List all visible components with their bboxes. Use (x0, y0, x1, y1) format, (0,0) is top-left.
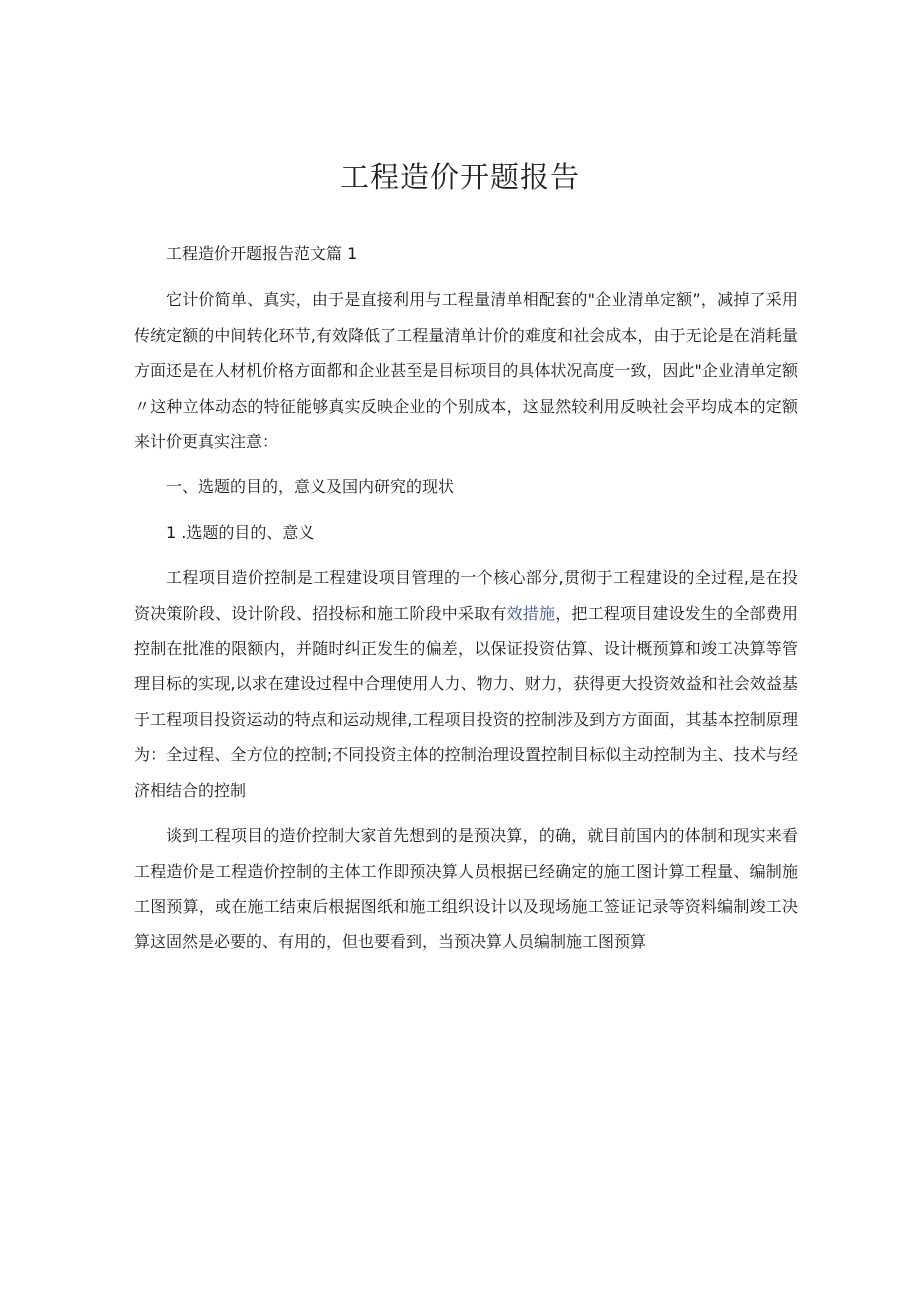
body-paragraph-1 (134, 560, 798, 808)
body-paragraph-1-text-b: ，把工程项目建设发生的全部费用控制在批准的限额内，并随时纠正发生的偏差，以保证投资估算、设计概预算和竣工决算等管理目标的实现,以求在建设过程中合理使用人力、物力、财力，获得更大投资效益和社会效益基于工程项目投资运动的特点和运动规律,工程项目投资的控制涉及到方方面面，其基本控制原理为：全过程、全方位的控制;不同投资主体的控制治理设置控制目标似主动控制为主、技术与经济相结合的控制 (134, 603, 798, 800)
section-heading-1: 一、选题的目的，意义及国内研究的现状 (166, 477, 455, 497)
document-subtitle: 工程造价开题报告范文篇 1 (166, 244, 358, 263)
body-paragraph-2: 谈到工程项目的造价控制大家首先想到的是预决算，的确，就目前国内的体制和现实来看工程造价是工程造价控制的主体工作即预决算人员根据已经确定的施工图计算工程量、编制施工图预算，或在施工结束后根据图纸和施工组织设计以及现场施工签证记录等资料编制竣工决算这固然是必要的、有用的，但也要看到，当预决算人员编制施工图预算 (134, 826, 798, 952)
effective-measures-link[interactable]: 效措施 (506, 603, 556, 623)
document-title: 工程造价开题报告 (339, 160, 580, 194)
intro-paragraph: 它计价简单、真实，由于是直接利用与工程量清单相配套的"企业清单定额”，减掉了采用传统定额的中间转化环节,有效降低了工程量清单计价的难度和社会成本，由于无论是在消耗量方面还是在人材机价格方面都和企业甚至是目标项目的具体状况高度一致，因此"企业清单定额〃这种立体动态的特征能够真实反映企业的个别成本，这显然较利用反映社会平均成本的定额来计价更真实注意： (134, 290, 798, 452)
document-body (134, 236, 798, 970)
subsection-heading-1: 1 .选题的目的、意义 (166, 522, 315, 542)
body-paragraph-1-text-a: 工程项目造价控制是工程建设项目管理的一个核心部分,贯彻于工程建设的全过程,是在投资决策阶段、设计阶段、招投标和施工阶段中采取有 (134, 568, 798, 623)
